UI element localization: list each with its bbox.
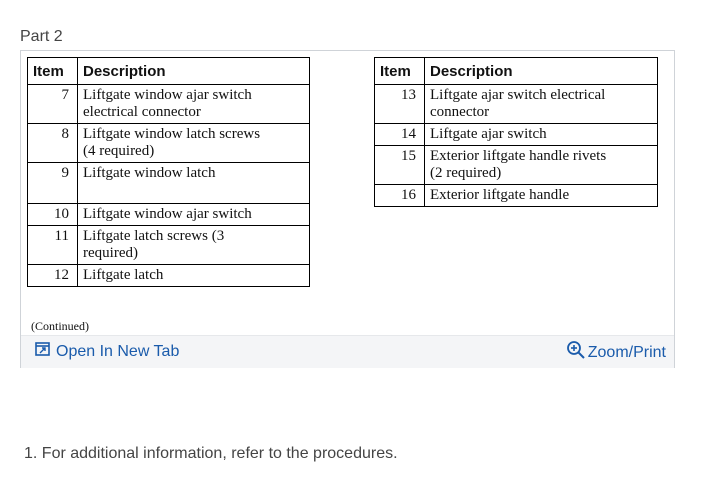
- item-description: Liftgate window ajar switch electrical connector: [78, 85, 310, 124]
- item-number: 13: [375, 85, 425, 124]
- table-row: [375, 85, 658, 124]
- item-description: Liftgate window ajar switch: [78, 204, 310, 226]
- header-item: Item: [28, 58, 78, 85]
- item-number: 7: [28, 85, 78, 124]
- item-number: 10: [28, 204, 78, 226]
- table-row: [375, 185, 658, 207]
- item-description: Exterior liftgate handle: [425, 185, 658, 207]
- header-item: Item: [375, 58, 425, 85]
- item-number: 16: [375, 185, 425, 207]
- header-description: Description: [78, 58, 310, 85]
- item-description: Liftgate window latch: [78, 163, 310, 204]
- item-description: Liftgate ajar switch: [425, 124, 658, 146]
- part-title: Part 2: [20, 28, 63, 45]
- figure-container: [20, 50, 675, 368]
- figure-action-bar: [21, 335, 674, 368]
- item-description: Liftgate window latch screws (4 required): [78, 124, 310, 163]
- item-description: Liftgate ajar switch electrical connector: [425, 85, 658, 124]
- parts-table-right: [374, 57, 658, 207]
- table-row: [375, 124, 658, 146]
- table-row: [375, 146, 658, 185]
- table-row: [28, 226, 310, 265]
- item-number: 8: [28, 124, 78, 163]
- item-description: Exterior liftgate handle rivets (2 required): [425, 146, 658, 185]
- item-description: Liftgate latch screws (3 required): [78, 226, 310, 265]
- open-new-tab-label: Open In New Tab: [56, 342, 180, 360]
- item-number: 11: [28, 226, 78, 265]
- item-number: 14: [375, 124, 425, 146]
- table-row: [28, 204, 310, 226]
- item-number: 12: [28, 265, 78, 287]
- item-description: Liftgate latch: [78, 265, 310, 287]
- table-row: [28, 85, 310, 124]
- zoom-in-icon: [566, 340, 586, 365]
- header-description: Description: [425, 58, 658, 85]
- continued-note: (Continued): [31, 319, 89, 333]
- parts-table-left: [27, 57, 310, 287]
- zoom-print-label: Zoom/Print: [587, 343, 666, 361]
- zoom-print-link[interactable]: [566, 340, 666, 365]
- item-number: 15: [375, 146, 425, 185]
- table-row: [28, 265, 310, 287]
- footnote: 1. For additional information, refer to the procedures.: [24, 445, 398, 462]
- open-new-tab-icon: [35, 342, 50, 361]
- item-number: 9: [28, 163, 78, 204]
- table-row: [28, 163, 310, 204]
- table-row: [28, 124, 310, 163]
- open-new-tab-link[interactable]: [35, 342, 179, 361]
